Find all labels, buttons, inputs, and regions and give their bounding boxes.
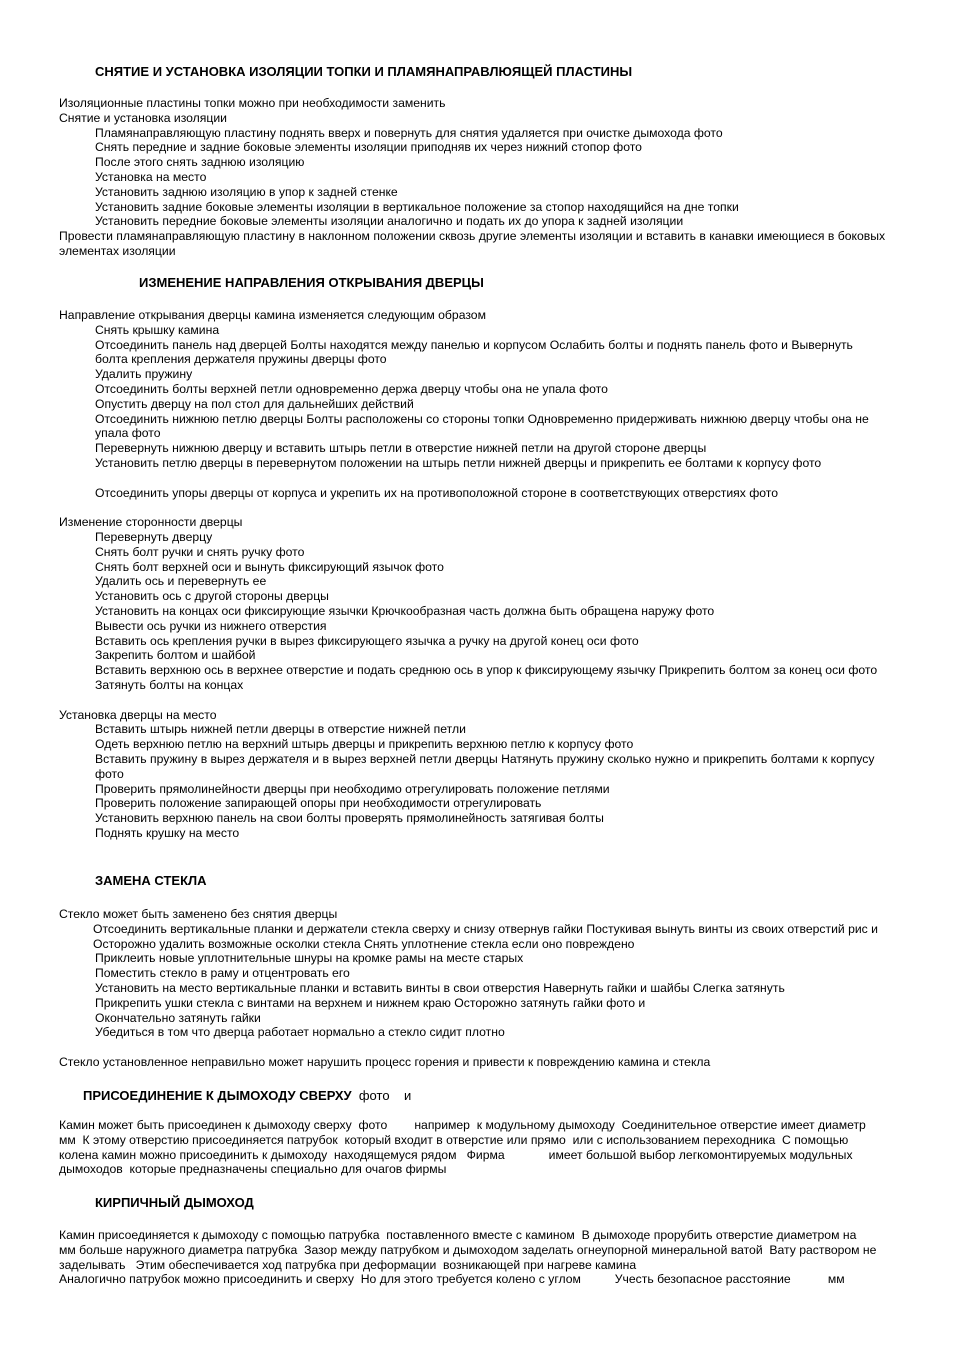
- list-item: Приклеить новые уплотнительные шнуры на кромке рамы на месте старых: [95, 951, 524, 966]
- section-title: ЗАМЕНА СТЕКЛА: [95, 873, 207, 888]
- list-item: Отсоединить нижнюю петлю дверцы Болты расположены со стороны топки Одновременно придерживать нижнюю дверцу чтобы она не упала фото: [95, 411, 869, 441]
- subheading: Установка дверцы на место: [59, 707, 217, 722]
- warning-note: Стекло установленное неправильно может нарушить процесс горения и привести к повреждению камина и стекла: [59, 1054, 711, 1069]
- list-item: Установить задние боковые элементы изоляции в вертикальное положение за стопор находящийся на дне топки: [95, 199, 739, 214]
- paragraph: Изоляционные пластины топки можно при необходимости заменить: [59, 96, 446, 110]
- section-glass-replacement-body: [59, 907, 889, 1070]
- list-item: Снять болт ручки и снять ручку фото: [95, 544, 305, 559]
- list-item: Прикрепить ушки стекла с винтами на верхнем и нижнем краю Осторожно затянуть гайки фото и: [95, 995, 646, 1010]
- list-item: Снять болт верхней оси и вынуть фиксирующий язычок фото: [95, 559, 444, 574]
- list-item: Затянуть болты на концах: [95, 677, 244, 692]
- list-item: Установить на концах оси фиксирующие язычки Крючкообразная часть должна быть обращена наружу фото: [95, 603, 715, 618]
- list-item: Установить на место вертикальные планки и вставить винты в свои отверстия Навернуть гайки и шайбы Слегка затянуть: [95, 980, 785, 995]
- subheading: Снятие и установка изоляции: [59, 110, 227, 125]
- section-chimney-top-body: [59, 1118, 893, 1177]
- list-item: Снять передние и задние боковые элементы изоляции приподняв их через нижний стопор фото: [95, 140, 642, 155]
- list-item: Установка на место: [95, 169, 207, 184]
- list-item: После этого снять заднюю изоляцию: [95, 155, 305, 170]
- list-item: Установить заднюю изоляцию в упор к задней стенке: [95, 184, 398, 199]
- section-brick-chimney-body: [59, 1228, 889, 1287]
- list-item: Вставить верхнюю ось в верхнее отверстие и подать среднюю ось в упор к фиксирующему язычку Прикрепить болтом за конец оси фото: [95, 663, 878, 678]
- paragraph: Провести пламянаправляющую пластину в наклонном положении сквозь другие элементы изоляции и вставить в канавки имеющиеся в боковых элементах изоляции: [59, 229, 886, 258]
- list-item: Отсоединить болты верхней петли одновременно держа дверцу чтобы она не упала фото: [95, 381, 608, 396]
- subheading: Изменение сторонности дверцы: [59, 515, 243, 530]
- list-item: Закрепить болтом и шайбой: [95, 648, 256, 663]
- paragraph: Камин присоединяется к дымоходу с помощью патрубка поставленного вместе с камином В дымоходе прорубить отверстие диаметром на мм больше наружного диаметра патрубка Зазор между патрубком и дымоходом заделать огнеупорной минеральной ватой Вату раствором не заделывать Этим обеспечивается ход патрубка при деформации возникающей при нагреве камина: [59, 1228, 880, 1272]
- section-furnace-insulation-body: [59, 96, 889, 259]
- section-title: [83, 1088, 889, 1104]
- list-item: Окончательно затянуть гайки: [95, 1010, 261, 1025]
- list-item: Поместить стекло в раму и отцентровать его: [95, 966, 350, 981]
- list-item: Перевернуть нижнюю дверцу и вставить штырь петли в отверстие нижней петли на другой стороне дверцы: [95, 441, 707, 456]
- list-item: Вставить штырь нижней петли дверцы в отверстие нижней петли: [95, 722, 466, 737]
- list-item: Отсоединить панель над дверцей Болты находятся между панелью и корпусом Ослабить болты и поднять панель фото и Вывернуть болта крепления держателя пружины дверцы фото: [95, 337, 853, 367]
- section-chimney-top: [59, 1088, 889, 1104]
- list-item: Поднять крушку на место: [95, 825, 240, 840]
- list-item: Проверить положение запирающей опоры при необходимости отрегулировать: [95, 796, 542, 811]
- list-item: Перевернуть дверцу: [95, 529, 213, 544]
- section-title: СНЯТИЕ И УСТАНОВКА ИЗОЛЯЦИИ ТОПКИ И ПЛАМЯНАПРАВЛЮЯЩЕЙ ПЛАСТИНЫ: [95, 64, 633, 79]
- list-item: Одеть верхнюю петлю на верхний штырь дверцы и прикрепить верхнюю петлю к корпусу фото: [95, 737, 634, 752]
- paragraph: Камин может быть присоединен к дымоходу сверху фото например к модульному дымоходу Соединительное отверстие имеет диаметр мм К этому отверстию присоединяется патрубок который входит в отверстие или прямо или с использованием переходника С помощью колена камин можно присоединить к дымоходу находящемуся рядом Фирма имеет большой выбор легкомонтируемых модульных дымоходов которые предназначены специально для очагов фирмы: [59, 1118, 893, 1177]
- list-item: Удалить ось и перевернуть ее: [95, 574, 267, 589]
- section-title-text: ПРИСОЕДИНЕНИЕ К ДЫМОХОДУ СВЕРХУ: [83, 1088, 352, 1103]
- list-item: Снять крышку камина: [95, 322, 220, 337]
- list-item: Опустить дверцу на пол стол для дальнейших действий: [95, 396, 414, 411]
- section-title: КИРПИЧНЫЙ ДЫМОХОД: [95, 1195, 254, 1210]
- section-title: ИЗМЕНЕНИЕ НАПРАВЛЕНИЯ ОТКРЫВАНИЯ ДВЕРЦЫ: [139, 275, 484, 290]
- paragraph: Стекло может быть заменено без снятия дверцы: [59, 907, 338, 921]
- paragraph: Направление открывания дверцы камина изменяется следующим образом: [59, 308, 486, 322]
- section-glass-replacement: [59, 873, 889, 889]
- list-item: Проверить прямолинейности дверцы при необходимо отрегулировать положение петлями: [95, 781, 610, 796]
- list-item: Установить ось с другой стороны дверцы: [95, 589, 329, 604]
- list-item: Установить петлю дверцы в перевернутом положении на штырь петли нижней дверцы и прикрепить ее болтами к корпусу фото: [95, 455, 822, 470]
- list-item: Пламянаправляющую пластину поднять вверх и повернуть для снятия удаляется при очистке дымохода фото: [95, 125, 723, 140]
- paragraph: Аналогично патрубок можно присоединить и сверху Но для этого требуется колено с углом Учесть безопасное расстояние мм: [59, 1272, 845, 1287]
- section-furnace-insulation: [59, 64, 889, 80]
- section-brick-chimney: [59, 1195, 889, 1211]
- section-title-suffix: фото и: [351, 1088, 412, 1103]
- section-door-direction-body: [59, 308, 889, 841]
- list-item: Удалить пружину: [95, 367, 193, 382]
- section-door-direction: [59, 275, 889, 291]
- list-item: Отсоединить упоры дверцы от корпуса и укрепить их на противоположной стороне в соответствующих отверстиях фото: [95, 485, 779, 500]
- list-item: Вывести ось ручки из нижнего отверстия: [95, 618, 327, 633]
- list-item: Установить верхнюю панель на свои болты проверять прямолинейность затягивая болты: [95, 811, 604, 826]
- list-item: Вставить ось крепления ручки в вырез фиксирующего язычка а ручку на другой конец оси фото: [95, 633, 639, 648]
- list-item: Вставить пружину в вырез держателя и в вырез верхней петли дверцы Натянуть пружину сколько нужно и прикрепить болтами к корпусу фото: [95, 751, 875, 781]
- list-item: Отсоединить вертикальные планки и держатели стекла сверху и снизу отвернув гайки Постукивая вынуть винты из своих отверстий рис и Осторожно удалить возможные осколки стекла Снять уплотнение стекла если оно повреждено: [93, 921, 878, 951]
- list-item: Убедиться в том что дверца работает нормально а стекло сидит плотно: [95, 1025, 505, 1040]
- list-item: Установить передние боковые элементы изоляции аналогично и подать их до упора к задней изоляции: [95, 214, 684, 229]
